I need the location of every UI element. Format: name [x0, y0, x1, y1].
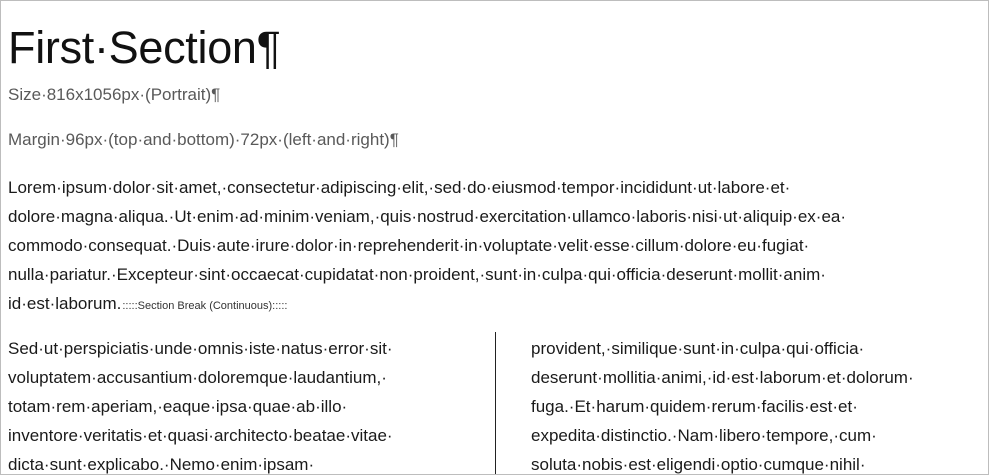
right-column[interactable] — [531, 334, 986, 475]
page-size-line: Size·816x1056px·(Portrait)¶ — [8, 85, 221, 104]
column-line: provident,·similique·sunt·in·culpa·qui·officia· — [531, 339, 865, 358]
column-line: voluptatem·accusantium·doloremque·laudantium,· — [8, 368, 387, 387]
column-divider — [495, 332, 496, 474]
paragraph-line-text: id·est·laborum. — [8, 294, 122, 313]
paragraph-line: commodo·consequat.·Duis·aute·irure·dolor·in·reprehenderit·in·voluptate·velit·esse·cillum·dolore·eu·fugiat· — [8, 236, 810, 255]
body-paragraph[interactable] — [8, 173, 986, 321]
column-line: inventore·veritatis·et·quasi·architecto·beatae·vitae· — [8, 426, 393, 445]
paragraph-line-last — [8, 289, 986, 321]
column-line: totam·rem·aperiam,·eaque·ipsa·quae·ab·illo· — [8, 397, 348, 416]
section-break-marker: :::::Section Break (Continuous)::::: — [122, 300, 288, 312]
column-line: Sed·ut·perspiciatis·unde·omnis·iste·natus·error·sit· — [8, 339, 393, 358]
page-margin-line: Margin·96px·(top·and·bottom)·72px·(left·and·right)¶ — [8, 130, 399, 149]
column-line: expedita·distinctio.·Nam·libero·tempore,·cum· — [531, 426, 877, 445]
section-heading: First·Section¶ — [8, 22, 281, 73]
column-line: dicta·sunt·explicabo.·Nemo·enim·ipsam· — [8, 455, 315, 474]
column-line: deserunt·mollitia·animi,·id·est·laborum·et·dolorum· — [531, 368, 914, 387]
left-column[interactable] — [8, 334, 478, 475]
column-line: soluta·nobis·est·eligendi·optio·cumque·nihil· — [531, 455, 866, 474]
paragraph-line: nulla·pariatur.·Excepteur·sint·occaecat·cupidatat·non·proident,·sunt·in·culpa·qui·officia·deserunt·mollit·anim· — [8, 265, 826, 284]
paragraph-line: Lorem·ipsum·dolor·sit·amet,·consectetur·adipiscing·elit,·sed·do·eiusmod·tempor·incididunt·ut·labore·et· — [8, 178, 791, 197]
column-line: fuga.·Et·harum·quidem·rerum·facilis·est·et· — [531, 397, 858, 416]
paragraph-line: dolore·magna·aliqua.·Ut·enim·ad·minim·veniam,·quis·nostrud·exercitation·ullamco·laboris·nisi·ut·aliquip·ex·ea· — [8, 207, 847, 226]
